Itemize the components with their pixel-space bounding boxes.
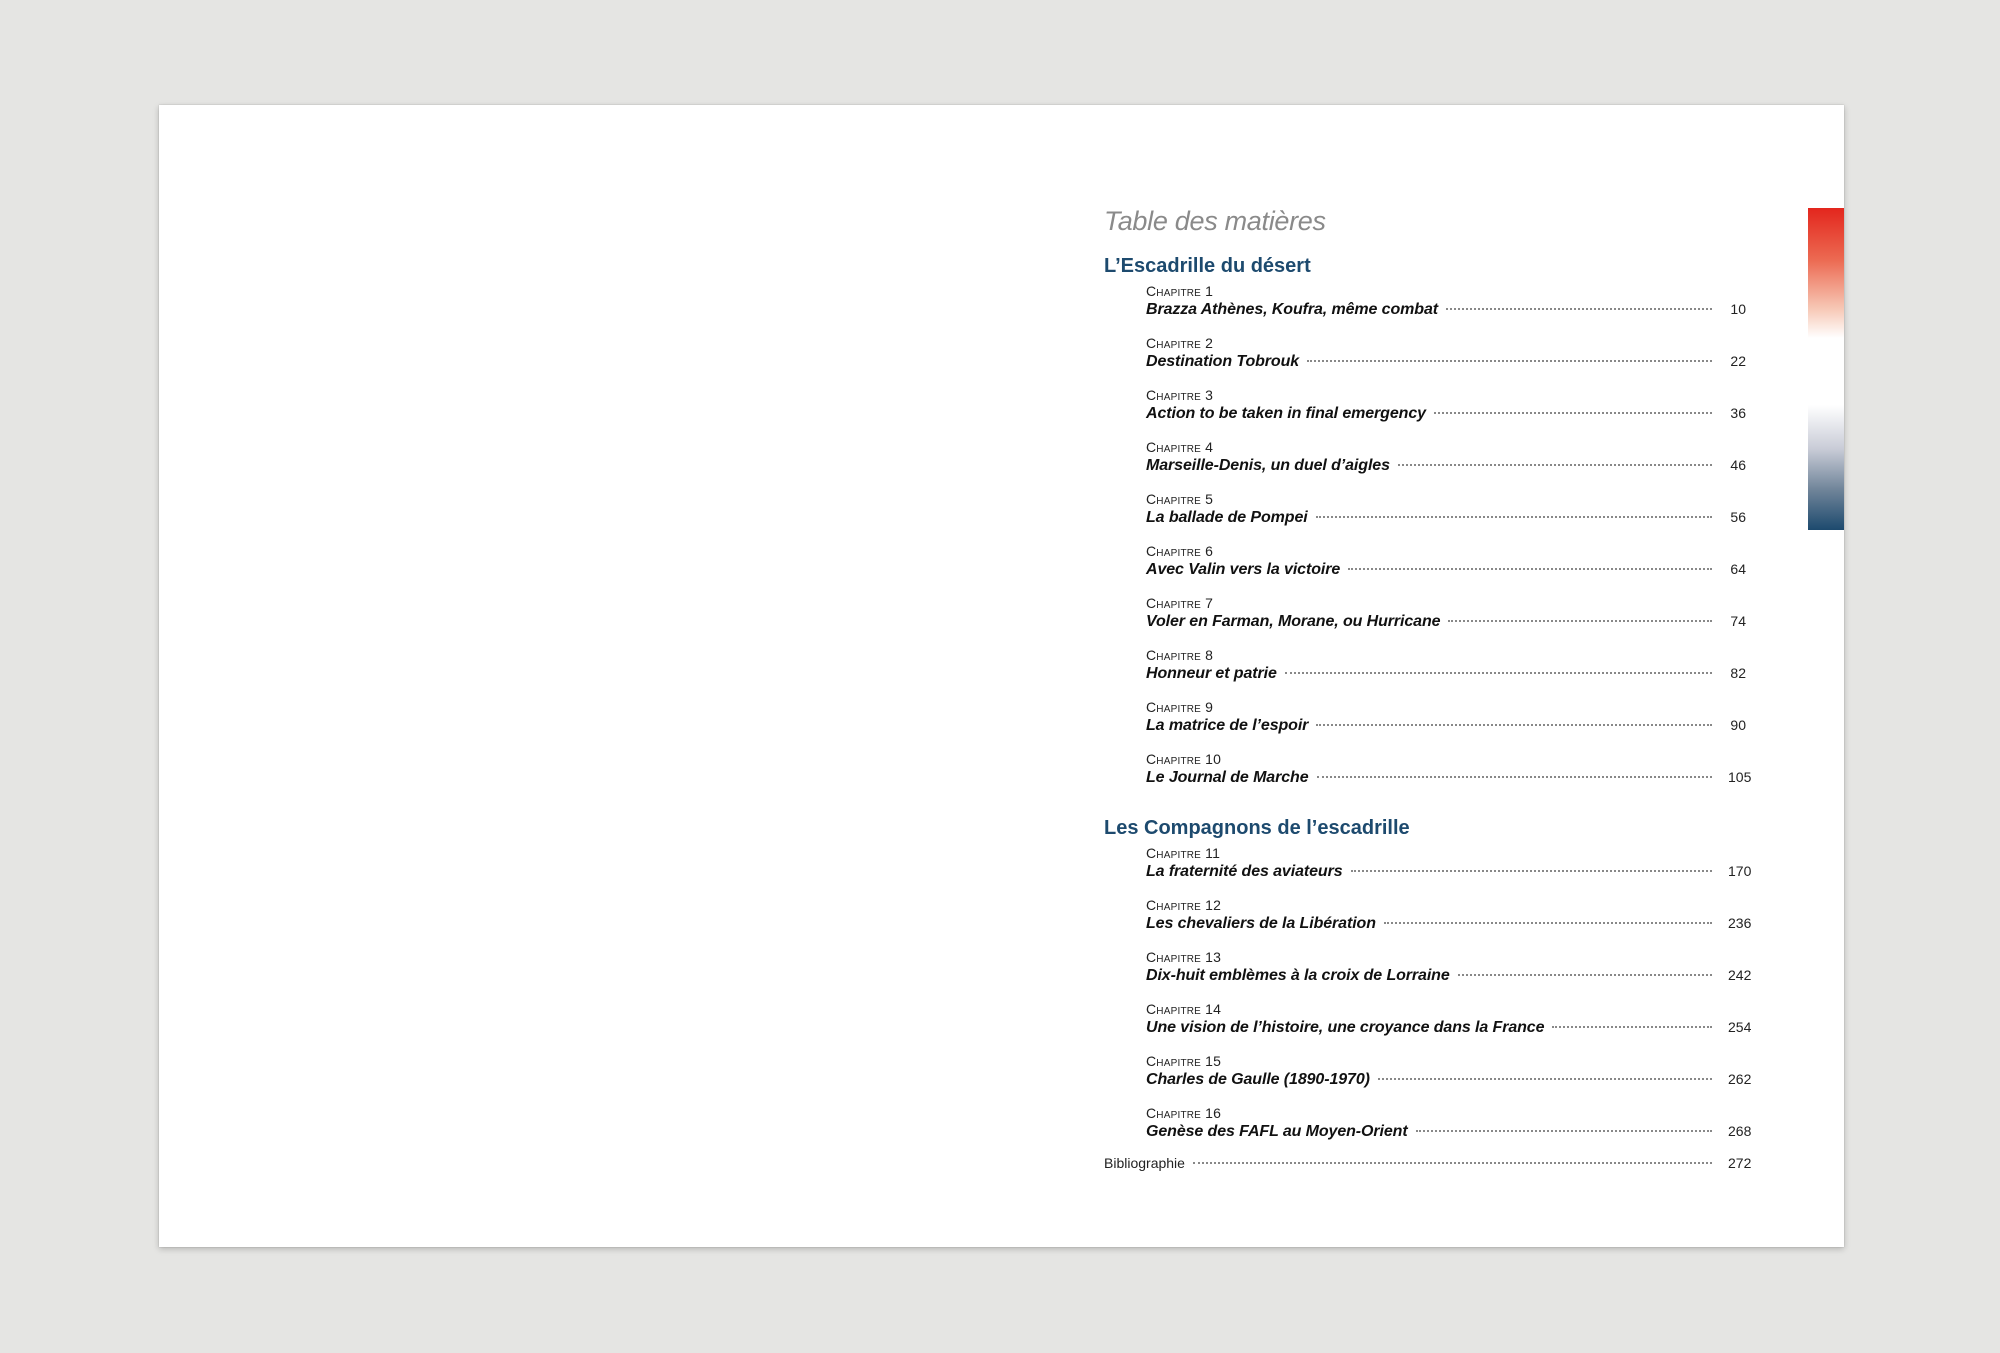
chapter-title: Genèse des FAFL au Moyen-Orient xyxy=(1146,1123,1408,1140)
chapter-label: Chapitre 15 xyxy=(1146,1053,1222,1069)
dot-leader xyxy=(1285,672,1712,674)
chapter-label: Chapitre 2 xyxy=(1146,335,1214,351)
dot-leader xyxy=(1351,870,1713,872)
dot-leader xyxy=(1448,620,1712,622)
toc-entry[interactable] xyxy=(1146,387,1746,439)
dot-leader xyxy=(1378,1078,1712,1080)
dot-leader xyxy=(1458,974,1712,976)
chapter-title: Brazza Athènes, Koufra, même combat xyxy=(1146,301,1438,318)
chapter-title: Le Journal de Marche xyxy=(1146,769,1309,786)
page-number: 82 xyxy=(1730,665,1746,681)
dot-leader xyxy=(1348,568,1712,570)
tricolor-blue-band xyxy=(1808,405,1844,530)
chapter-title: La ballade de Pompei xyxy=(1146,509,1308,526)
toc-entry[interactable] xyxy=(1146,335,1746,387)
toc-entry[interactable] xyxy=(1146,751,1752,803)
page-number: 46 xyxy=(1730,457,1746,473)
chapter-title: Destination Tobrouk xyxy=(1146,353,1300,370)
chapter-label: Chapitre 16 xyxy=(1146,1105,1222,1121)
toc-entry[interactable] xyxy=(1146,543,1746,595)
chapter-title: Voler en Farman, Morane, ou Hurricane xyxy=(1146,613,1441,630)
toc-entry[interactable] xyxy=(1146,439,1746,491)
toc-entry[interactable] xyxy=(1146,845,1752,897)
dot-leader xyxy=(1416,1130,1712,1132)
chapter-label: Chapitre 5 xyxy=(1146,491,1214,507)
page-number: 64 xyxy=(1730,561,1746,577)
chapter-title: La matrice de l’espoir xyxy=(1146,717,1309,734)
dot-leader xyxy=(1446,308,1712,310)
toc-entry[interactable] xyxy=(1146,595,1746,647)
toc-title: Table des matières xyxy=(1104,206,1326,236)
toc-entry[interactable] xyxy=(1146,283,1746,335)
toc-entry[interactable] xyxy=(1146,897,1752,949)
book-spread xyxy=(159,105,1844,1247)
chapter-label: Chapitre 7 xyxy=(1146,595,1214,611)
chapter-label: Chapitre 9 xyxy=(1146,699,1214,715)
chapter-title: Charles de Gaulle (1890-1970) xyxy=(1146,1071,1370,1088)
page-number: 10 xyxy=(1730,301,1746,317)
chapter-title: Dix-huit emblèmes à la croix de Lorraine xyxy=(1146,967,1450,984)
dot-leader xyxy=(1193,1162,1712,1164)
toc-entry[interactable] xyxy=(1146,1053,1752,1105)
dot-leader xyxy=(1384,922,1712,924)
toc-entry[interactable] xyxy=(1146,491,1746,543)
chapter-title: Marseille-Denis, un duel d’aigles xyxy=(1146,457,1390,474)
toc-entry[interactable] xyxy=(1146,1105,1752,1157)
dot-leader xyxy=(1398,464,1712,466)
toc-entry[interactable] xyxy=(1146,949,1752,1001)
section-title: Les Compagnons de l’escadrille xyxy=(1104,817,1410,839)
page-number: 56 xyxy=(1730,509,1746,525)
page-number: 36 xyxy=(1730,405,1746,421)
page-number: 170 xyxy=(1728,863,1752,879)
table-of-contents xyxy=(1104,205,1752,1173)
page-number: 105 xyxy=(1728,769,1752,785)
chapter-label: Chapitre 1 xyxy=(1146,283,1214,299)
page-number: 242 xyxy=(1728,967,1752,983)
toc-entry[interactable] xyxy=(1146,1001,1752,1053)
chapter-label: Chapitre 13 xyxy=(1146,949,1222,965)
chapter-label: Chapitre 8 xyxy=(1146,647,1214,663)
tricolor-red-band xyxy=(1808,208,1844,338)
page-number: 254 xyxy=(1728,1019,1752,1035)
section-title: L’Escadrille du désert xyxy=(1104,255,1311,277)
chapter-label: Chapitre 3 xyxy=(1146,387,1214,403)
chapter-title: Une vision de l’histoire, une croyance dans la France xyxy=(1146,1019,1545,1036)
dot-leader xyxy=(1307,360,1712,362)
dot-leader xyxy=(1434,412,1712,414)
chapter-title: La fraternité des aviateurs xyxy=(1146,863,1343,880)
page-number: 74 xyxy=(1730,613,1746,629)
chapter-label: Chapitre 4 xyxy=(1146,439,1214,455)
page-number: 90 xyxy=(1730,717,1746,733)
dot-leader xyxy=(1316,724,1712,726)
page-number: 268 xyxy=(1728,1123,1752,1139)
dot-leader xyxy=(1316,516,1712,518)
chapter-label: Chapitre 10 xyxy=(1146,751,1222,767)
page-number: 22 xyxy=(1730,353,1746,369)
dot-leader xyxy=(1552,1026,1712,1028)
chapter-label: Chapitre 11 xyxy=(1146,845,1221,861)
chapter-title: Honneur et patrie xyxy=(1146,665,1277,682)
chapter-title: Action to be taken in final emergency xyxy=(1146,405,1426,422)
chapter-label: Chapitre 14 xyxy=(1146,1001,1222,1017)
page-number: 236 xyxy=(1728,915,1752,931)
chapter-title: Avec Valin vers la victoire xyxy=(1146,561,1341,578)
toc-entry[interactable] xyxy=(1146,647,1746,699)
toc-entry[interactable] xyxy=(1146,699,1746,751)
dot-leader xyxy=(1317,776,1713,778)
page-number: 272 xyxy=(1728,1155,1752,1171)
chapter-title: Les chevaliers de la Libération xyxy=(1146,915,1376,932)
bibliography-label: Bibliographie xyxy=(1104,1155,1185,1171)
chapter-label: Chapitre 6 xyxy=(1146,543,1214,559)
page-number: 262 xyxy=(1728,1071,1752,1087)
chapter-label: Chapitre 12 xyxy=(1146,897,1222,913)
